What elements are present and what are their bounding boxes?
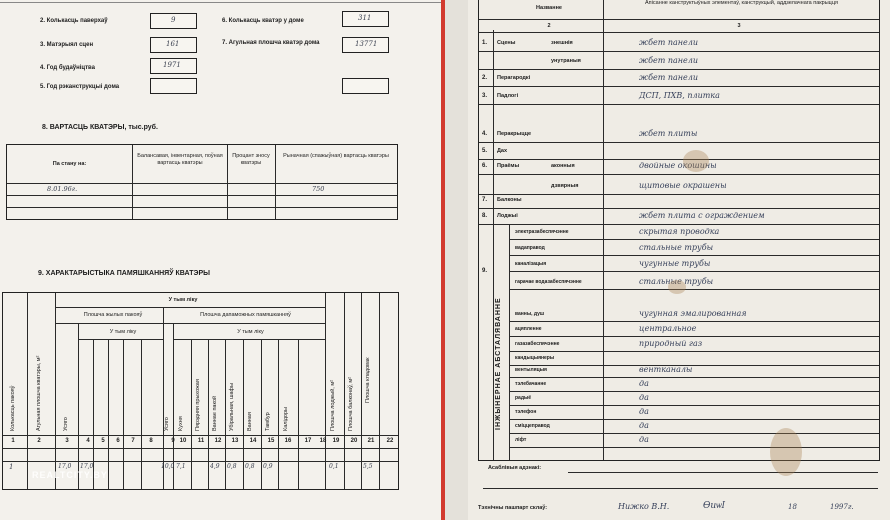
engineering-title: ІНЖЫНЕРНАЕ АБСТАЛЯВАННЕ <box>495 297 502 430</box>
rooms-v-balcony: Плошча балконаў, м² <box>348 377 354 431</box>
wall-material-value: 161 <box>166 40 180 48</box>
reconstruction-year-box <box>150 78 197 94</box>
row-value: двойные окошины <box>639 161 717 170</box>
row-sublabel: унутраныя <box>551 58 581 64</box>
eng-row-value: да <box>639 435 649 444</box>
reconstruction-year-label: 5. Год рэканструкцыі дома <box>40 84 120 90</box>
rooms-table <box>2 292 399 490</box>
rooms-col-number: 15 <box>267 438 275 444</box>
top-edge-line <box>0 2 441 3</box>
eng-row-label: ацяпленне <box>515 326 542 332</box>
total-area-box <box>342 37 389 53</box>
rooms-row1-c10: 7,1 <box>176 463 186 470</box>
row-label: Праёмы <box>497 163 520 169</box>
extra-notes-label: Асаблівыя адзнакі: <box>488 465 542 471</box>
rooms-v-count: Колькасць пакояў <box>10 385 16 431</box>
row-label: Балконы <box>497 197 522 203</box>
row-value: жбет плиты <box>639 129 698 138</box>
left-document-page <box>0 0 441 520</box>
row-value: щитовые окрашены <box>639 181 727 190</box>
watermark-text: REALTCITY.BY <box>32 470 108 480</box>
rooms-row1-c14: 0,8 <box>245 463 255 470</box>
eng-row-label: газазабеспячэнне <box>515 341 560 347</box>
eng-row-value: скрытая проводка <box>639 227 720 236</box>
rooms-v-total-area: Агульная плошча кватэры, м² <box>36 355 42 431</box>
row-label: Сцены <box>497 40 516 46</box>
rooms-v-all-living: Усяго <box>63 417 69 431</box>
eng-row-value: да <box>639 421 649 430</box>
col-desc-header: Апісанне канструктыўных элементаў, канструкцый, аддзелачнага пакрыцця <box>645 0 838 6</box>
right-document-page <box>468 0 890 520</box>
eng-row-label: сміццеправод <box>515 423 550 429</box>
eng-section-number: 9. <box>482 268 488 274</box>
rooms-row1-c13: 0,8 <box>227 463 237 470</box>
rooms-col-number: 10 <box>179 438 187 444</box>
author-name: Нижко В.Н. <box>618 502 670 511</box>
rooms-header-living-in-total: У тым ліку <box>109 329 137 335</box>
apartments-count-label: 6. Колькасць кватэр у доме <box>222 18 304 24</box>
rooms-v-bath: Ваннае пакой <box>212 395 218 431</box>
row-sublabel: дзвярныя <box>551 183 579 189</box>
row-sublabel: аконныя <box>551 163 575 169</box>
row-sublabel: знешнія <box>551 40 573 46</box>
row-number: 5. <box>482 148 488 154</box>
row-label: Падлогі <box>497 93 519 99</box>
rooms-v-corridor: Калідоры <box>283 407 289 431</box>
row-value: жбет панели <box>639 73 699 82</box>
row-value: жбет плита с ограждением <box>639 211 765 220</box>
wall-material-box <box>150 37 197 53</box>
eng-row-label: ліфт <box>515 437 527 443</box>
rooms-v-kitchen: Кухня <box>178 416 184 431</box>
rooms-col-number: 4 <box>86 438 90 444</box>
row-value: ДСП, ПХВ, плитка <box>639 91 720 100</box>
rooms-v-loggia: Плошча лоджый, м² <box>330 380 336 431</box>
rooms-col-number: 14 <box>249 438 257 444</box>
cost-col-balance: Балансавая, інвентарная, поўная вартасць кватэры <box>137 153 223 166</box>
rooms-row1-c9: 10,0 <box>161 463 175 470</box>
row-number: 1. <box>482 40 488 46</box>
col-num-3: 3 <box>737 23 741 29</box>
eng-row-label: тэлефон <box>515 409 537 415</box>
cost-col-market: Рыначная (спажыўная) вартасць кватэры <box>283 153 389 159</box>
cost-col-date: Па стану на: <box>52 161 87 167</box>
row-value: жбет панели <box>639 56 699 65</box>
rooms-col-number: 13 <box>231 438 239 444</box>
rooms-v-tambour: Тамбур <box>265 412 271 431</box>
rooms-col-number: 21 <box>367 438 375 444</box>
floors-label: 2. Колькасць паверхаў <box>40 18 108 24</box>
row-number: 6. <box>482 163 488 169</box>
rooms-col-number: 9 <box>171 438 175 444</box>
rooms-col-number: 20 <box>350 438 358 444</box>
row-label: Лоджыі <box>497 213 518 219</box>
row-number: 2. <box>482 75 488 81</box>
cost-row-market-value: 750 <box>312 185 325 193</box>
date-day: 18 <box>788 503 797 511</box>
rooms-row1-c1: 1 <box>9 463 14 471</box>
rooms-v-storage: Плошча кладовак <box>365 357 371 403</box>
signature: Ѳиѡӏ <box>703 501 725 511</box>
rooms-row1-c19: 0,1 <box>329 463 339 470</box>
col-name-header: Названне <box>536 5 562 11</box>
build-year-value: 1971 <box>163 61 181 69</box>
eng-row-label: каналізацыя <box>515 261 547 267</box>
floors-value: 9 <box>171 16 176 24</box>
construction-table <box>478 0 880 461</box>
rooms-col-number: 3 <box>65 438 69 444</box>
row-label: Перагародкі <box>497 75 531 81</box>
rooms-col-number: 11 <box>197 438 205 444</box>
eng-row-label: электразабеспячэнне <box>515 229 569 235</box>
eng-row-value: да <box>639 407 649 416</box>
cost-col-wear: Процант зносу кватэры <box>232 153 270 166</box>
cost-table <box>6 144 398 220</box>
eng-row-label: радыё <box>515 395 532 401</box>
apartments-count-value: 311 <box>358 14 372 22</box>
row-number: 4. <box>482 131 488 137</box>
rooms-col-number: 16 <box>284 438 292 444</box>
page-gap <box>445 0 468 520</box>
row-number: 7. <box>482 197 488 203</box>
section-8-title: 8. ВАРТАСЦЬ КВАТЭРЫ, тыс.руб. <box>42 124 158 131</box>
total-area-value: 13771 <box>355 40 378 48</box>
rooms-col-number: 22 <box>386 438 394 444</box>
row-label: Перакрыцце <box>497 131 532 137</box>
eng-row-value: вентканалы <box>639 365 693 374</box>
eng-row-value: центральное <box>639 324 697 333</box>
rooms-row1-c15: 0,9 <box>263 463 273 470</box>
rooms-v-wc: Ванная <box>247 412 253 431</box>
total-area-label: 7. Агульная плошча кватэр дома <box>222 40 320 46</box>
rooms-header-living: Плошча жылых пакояў <box>83 312 143 318</box>
rooms-header-in-total: У тым ліку <box>168 297 198 303</box>
rooms-col-number: 5 <box>101 438 105 444</box>
rooms-row1-c3: 17,0 <box>58 463 72 470</box>
eng-row-label: вадаправод <box>515 245 545 251</box>
rooms-row1-c21: 5,5 <box>363 463 373 470</box>
rooms-col-number: 2 <box>37 438 41 444</box>
wall-material-label: 3. Матэрыял сцен <box>40 42 94 48</box>
eng-row-value: да <box>639 379 649 388</box>
eng-row-value: природный газ <box>639 339 703 348</box>
build-year-label: 4. Год будаўніцтва <box>40 65 95 71</box>
row-value: жбет панели <box>639 38 699 47</box>
col-num-2: 2 <box>547 23 551 29</box>
section-9-title: 9. ХАРАКТАРЫСТЫКА ПАМЯШКАННЯЎ КВАТЭРЫ <box>38 270 210 277</box>
eng-row-label: гарачае водазабеспячэнне <box>515 279 582 285</box>
stain-2 <box>770 428 802 476</box>
rooms-col-number: 18 <box>319 438 327 444</box>
build-year-box <box>150 58 197 74</box>
eng-row-value: чугунная эмалированная <box>639 309 747 318</box>
rooms-col-number: 1 <box>11 438 15 444</box>
eng-row-value: чугунные трубы <box>639 259 711 268</box>
empty-box-right <box>342 78 389 94</box>
rooms-header-aux: Плошча дапаможных памяшканняў <box>200 312 291 318</box>
eng-row-label: вентыляцыя <box>515 367 547 373</box>
rooms-v-toilet: Убіральная, шафы <box>229 382 235 431</box>
row-number: 3. <box>482 93 488 99</box>
rooms-row1-c12: 4,9 <box>210 463 220 470</box>
eng-row-value: стальные трубы <box>639 277 714 286</box>
rooms-col-number: 19 <box>332 438 340 444</box>
stain-3 <box>668 280 686 294</box>
row-number: 8. <box>482 213 488 219</box>
rooms-v-all-aux: Усяго <box>164 417 170 431</box>
cost-row-date: 8.01.96г. <box>47 185 78 193</box>
floors-box <box>150 13 197 29</box>
rooms-col-number: 6 <box>116 438 120 444</box>
eng-row-label: ванны, душ <box>515 311 545 317</box>
rooms-v-hall: Пярэдняя прыхожая <box>195 379 201 431</box>
apartments-count-box <box>342 11 389 27</box>
rooms-col-number: 7 <box>131 438 135 444</box>
stain-1 <box>683 150 709 172</box>
rooms-col-number: 8 <box>149 438 153 444</box>
eng-row-value: да <box>639 393 649 402</box>
eng-row-label: кандыцыянеры <box>515 355 555 361</box>
rooms-col-number: 12 <box>214 438 222 444</box>
rooms-col-number: 17 <box>304 438 312 444</box>
passport-author-label: Тэхнічны пашпарт склаў: <box>478 505 548 511</box>
date-year: 1997г. <box>830 503 854 511</box>
rooms-row1-c4: 17,0 <box>80 463 94 470</box>
rooms-header-aux-in-total: У тым ліку <box>237 329 264 335</box>
row-label: Дах <box>497 148 508 154</box>
eng-row-value: стальные трубы <box>639 243 714 252</box>
eng-row-label: тэлебачанне <box>515 381 547 387</box>
